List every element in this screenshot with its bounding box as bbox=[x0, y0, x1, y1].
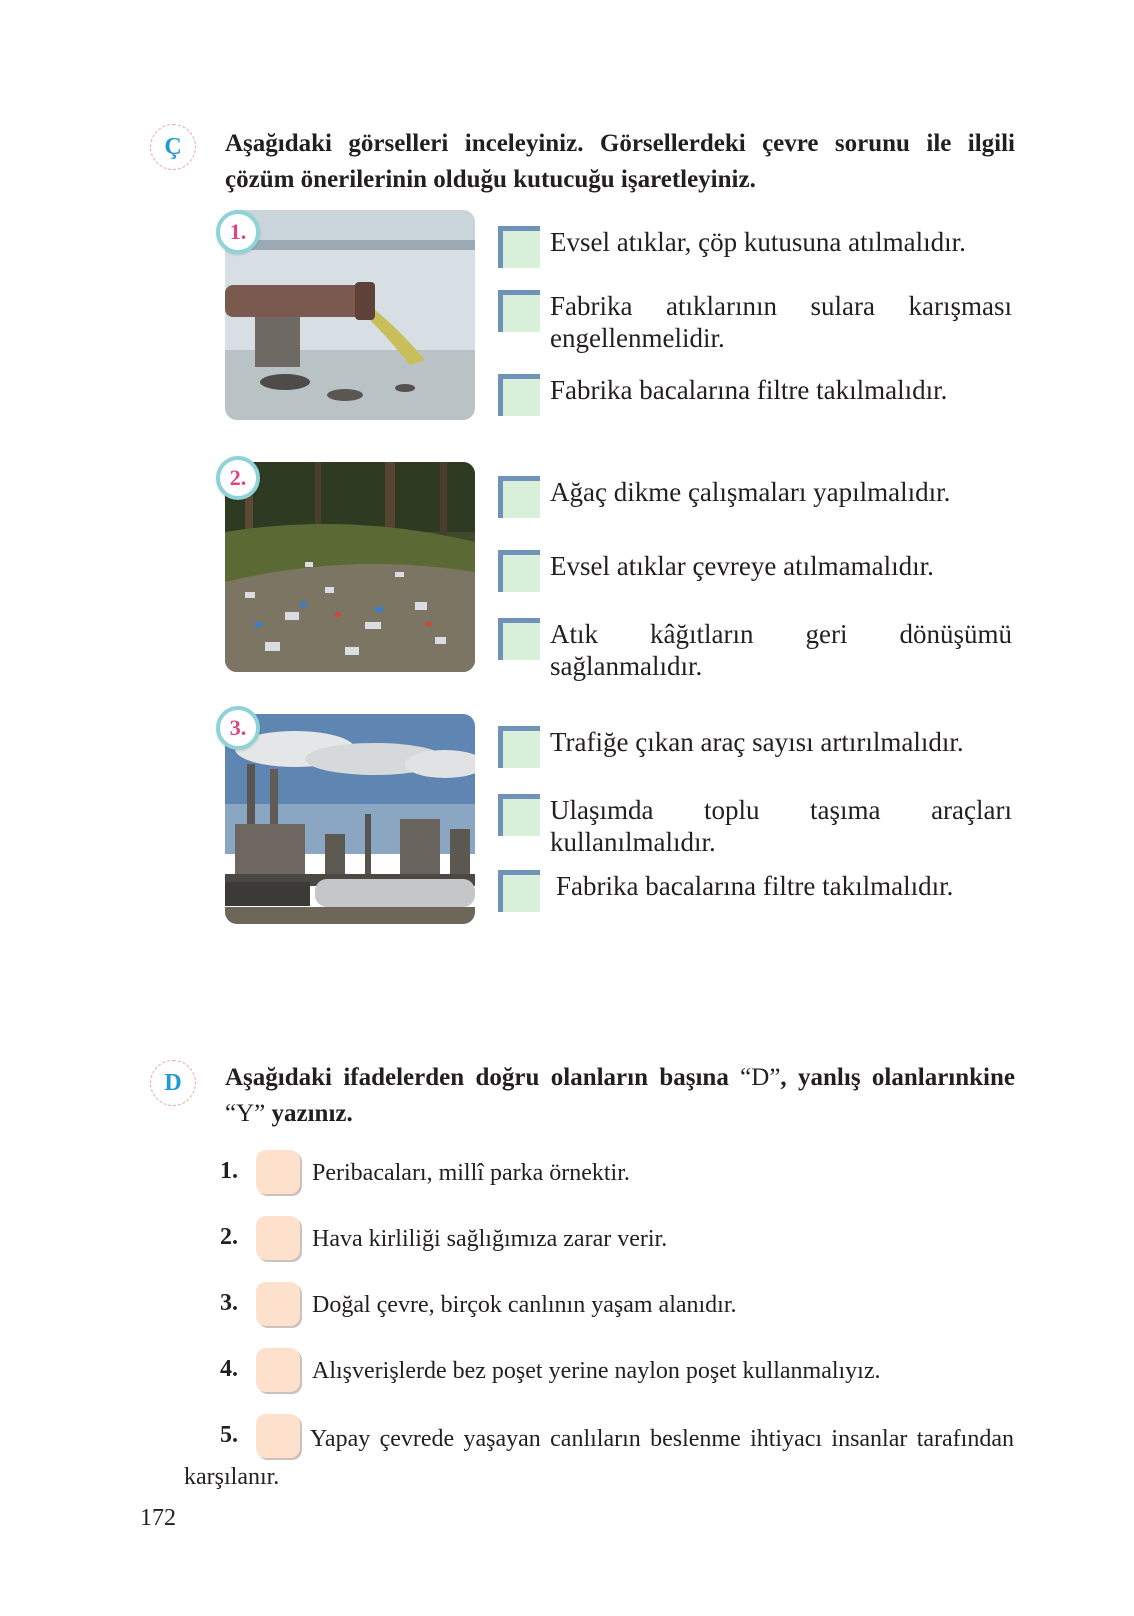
group-1-number-badge bbox=[216, 210, 260, 254]
option-2-1[interactable] bbox=[498, 476, 1018, 520]
checkbox[interactable] bbox=[498, 476, 540, 518]
option-label: Ağaç dikme çalışmaları yapılmalıdır. bbox=[550, 477, 951, 507]
option-label: Fabrika bacalarına filtre takılmalıdır. bbox=[550, 375, 948, 405]
option-label: Atık kâğıtların geri dönüşümü sağlanmalıdır. bbox=[550, 619, 1012, 681]
instruction-part: Aşağıdaki ifadelerden doğru olanların başına bbox=[225, 1064, 741, 1091]
option-label: Fabrika atıklarının sulara karışması engellenmelidir. bbox=[550, 291, 1012, 353]
option-label: Fabrika bacalarına filtre takılmalıdır. bbox=[556, 871, 954, 901]
checkbox[interactable] bbox=[498, 794, 540, 836]
statement-text: Doğal çevre, birçok canlının yaşam alanıdır. bbox=[312, 1292, 737, 1318]
checkbox[interactable] bbox=[498, 550, 540, 592]
group-2-number: 2. bbox=[229, 465, 247, 490]
section-c-instruction: Aşağıdaki görselleri inceleyiniz. Görsellerdeki çevre sorunu ile ilgili çözüm önerilerinin olduğu kutucuğu işaretleyiniz. bbox=[225, 130, 1015, 193]
mark-y: “Y” bbox=[225, 1100, 266, 1127]
section-c-letter: Ç bbox=[164, 133, 182, 160]
checkbox[interactable] bbox=[498, 290, 540, 332]
statement-5-text: Yapay çevrede yaşayan canlıların beslenme ihtiyacı insanlar tarafından karşılanır. bbox=[184, 1426, 1014, 1490]
answer-box[interactable] bbox=[256, 1216, 300, 1260]
photo-garbage-in-forest bbox=[225, 462, 475, 672]
option-2-3[interactable] bbox=[498, 618, 1018, 684]
option-1-3[interactable] bbox=[498, 374, 1018, 418]
section-d-letter: D bbox=[164, 1069, 182, 1096]
statement-text: Peribacaları, millî parka örnektir. bbox=[312, 1160, 630, 1186]
answer-box[interactable] bbox=[256, 1348, 300, 1392]
option-2-2[interactable] bbox=[498, 550, 1018, 594]
statement-number: 4. bbox=[220, 1356, 238, 1382]
checkbox[interactable] bbox=[498, 870, 540, 912]
mark-d: “D” bbox=[740, 1064, 781, 1091]
option-label: Evsel atıklar, çöp kutusuna atılmalıdır. bbox=[550, 227, 966, 257]
answer-box[interactable] bbox=[256, 1282, 300, 1326]
photo-polluted-water-pipe bbox=[225, 210, 475, 420]
section-d-instruction bbox=[225, 1060, 1015, 1132]
instruction-part: yazınız. bbox=[265, 1100, 353, 1127]
statement-number: 2. bbox=[220, 1224, 238, 1250]
option-label: Ulaşımda toplu taşıma araçları kullanılmalıdır. bbox=[550, 795, 1012, 857]
option-label: Trafiğe çıkan araç sayısı artırılmalıdır. bbox=[550, 727, 964, 757]
option-label: Evsel atıklar çevreye atılmamalıdır. bbox=[550, 551, 934, 581]
statement-number: 3. bbox=[220, 1290, 238, 1316]
option-3-2[interactable] bbox=[498, 794, 1018, 860]
photo-factory-smoke bbox=[225, 714, 475, 924]
group-3-number-badge bbox=[216, 706, 260, 750]
section-c-badge bbox=[150, 124, 196, 170]
checkbox[interactable] bbox=[498, 726, 540, 768]
group-3-number: 3. bbox=[229, 715, 247, 740]
option-3-1[interactable] bbox=[498, 726, 1018, 770]
option-1-1[interactable] bbox=[498, 226, 1018, 270]
section-d-badge bbox=[150, 1060, 196, 1106]
checkbox[interactable] bbox=[498, 618, 540, 660]
statement-number: 1. bbox=[220, 1158, 238, 1184]
statement-number: 5. bbox=[220, 1422, 238, 1448]
instruction-part: , yanlış olanlarınkine bbox=[780, 1064, 1015, 1091]
group-1-number: 1. bbox=[229, 219, 247, 244]
checkbox[interactable] bbox=[498, 374, 540, 416]
group-2-number-badge bbox=[216, 456, 260, 500]
statement-text: Hava kirliliği sağlığımıza zarar verir. bbox=[312, 1226, 668, 1252]
checkbox[interactable] bbox=[498, 226, 540, 268]
answer-box[interactable] bbox=[256, 1150, 300, 1194]
statement-text: Alışverişlerde bez poşet yerine naylon poşet kullanmalıyız. bbox=[312, 1358, 881, 1384]
page-number: 172 bbox=[140, 1505, 176, 1531]
option-3-3[interactable] bbox=[498, 870, 1018, 914]
option-1-2[interactable] bbox=[498, 290, 1018, 356]
